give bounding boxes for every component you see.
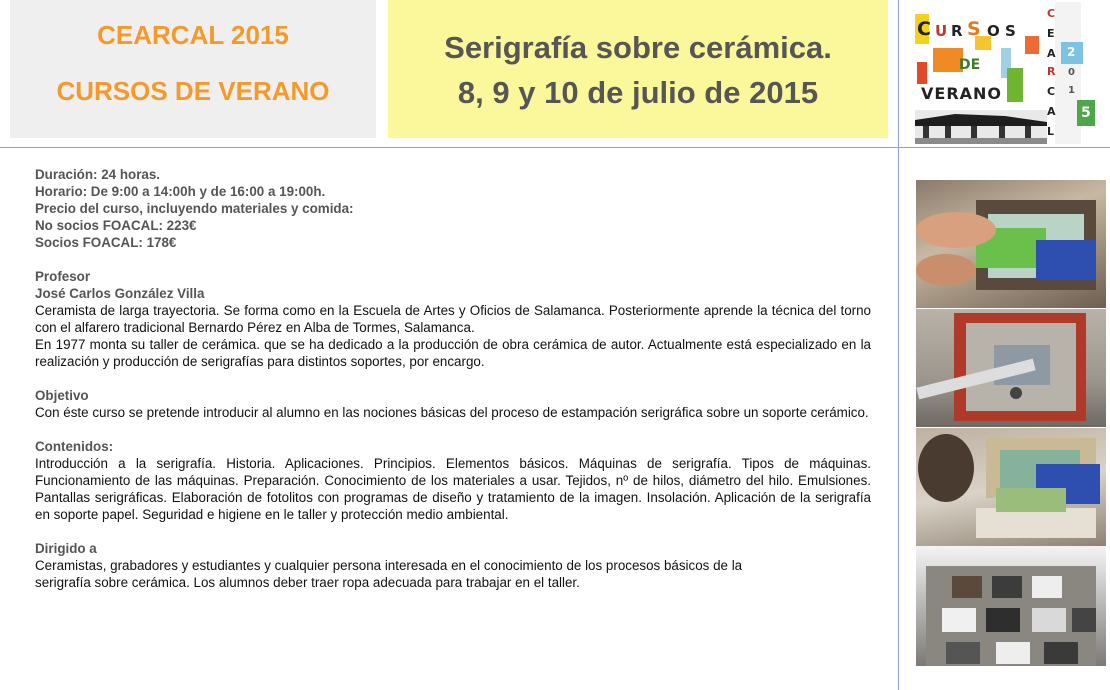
logo-word-de: DE (959, 57, 981, 73)
contenidos-section (35, 438, 871, 523)
logo-digit: 0 (1068, 67, 1075, 78)
price-title: Precio del curso, incluyendo materiales y comida: (35, 201, 354, 216)
course-details (35, 166, 871, 591)
header-divider (0, 147, 1110, 148)
logo-letter: C (917, 18, 931, 40)
logo-letter: R (951, 22, 963, 40)
logo-letter: R (1047, 65, 1056, 78)
profesor-heading: Profesor (35, 269, 91, 284)
objetivo-text: Con éste curso se pretende introducir al alumno en las nociones básicas del proceso de estampación serigráfica sobre un soporte cerámico. (35, 405, 869, 420)
logo-letter: U (935, 22, 948, 40)
building-photo (915, 110, 1047, 144)
price-members: Socios FOACAL: 178€ (35, 235, 177, 250)
workshop-photo-4 (916, 546, 1106, 666)
dirigido-line-2: serigrafía sobre cerámica. Los alumnos deber traer ropa adecuada para trabajar en el taller. (35, 575, 580, 590)
logo-letter: C (1047, 85, 1056, 98)
profesor-name: José Carlos González Villa (35, 286, 205, 301)
logo-digit: 5 (1081, 105, 1091, 121)
logo-letter: A (1047, 47, 1056, 60)
logo-letter: S (967, 18, 981, 40)
org-subtitle: CURSOS DE VERANO (56, 76, 330, 106)
logo-digit: 1 (1068, 85, 1075, 96)
org-name: CEARCAL 2015 (97, 20, 289, 50)
column-divider (898, 0, 899, 690)
logo-word-verano: VERANO (921, 84, 1003, 103)
logo-letter: L (1047, 125, 1055, 138)
duration: Duración: 24 horas. (35, 167, 161, 182)
objetivo-heading: Objetivo (35, 388, 89, 403)
contenidos-text: Introducción a la serigrafía. Historia. Aplicaciones. Principios. Elementos básicos. Máquinas de serigrafía. Tipos de máquinas. Funcionamiento de las máquinas. Preparación. Conocimiento de los materiales a usar. Tejidos, nº de hilos, diámetro del hilo. Emulsiones. Pantallas serigráficas. Elaboración de fotolitos con programas de diseño y tratamiento de la imagen. Insolación. Aplicación de la serigrafía en soporte papel. Seguridad e higiene en le taller y protección medio ambiental. (35, 456, 871, 522)
schedule: Horario: De 9:00 a 14:00h y de 16:00 a 19:00h. (35, 184, 326, 199)
objetivo-section (35, 387, 871, 421)
profesor-section (35, 268, 871, 370)
price-non-members: No socios FOACAL: 223€ (35, 218, 197, 233)
logo-letter: E (1047, 27, 1055, 40)
workshop-photo-3 (916, 428, 1106, 546)
logo-letter: A (1047, 105, 1056, 118)
profesor-bio-2: En 1977 monta su taller de cerámica. que se ha dedicado a la producción de obra cerámica de autor. Actualmente está especializado en la realización y producción de serigrafías para distintos soportes, por encargo. (35, 337, 871, 369)
contenidos-heading: Contenidos: (35, 439, 114, 454)
course-info (35, 166, 871, 251)
logo-letter: O (987, 22, 1000, 40)
dirigido-heading: Dirigido a (35, 541, 97, 556)
course-title: Serigrafía sobre cerámica. (444, 30, 832, 65)
cursos-de-verano-logo (915, 2, 1095, 144)
logo-letter: S (1005, 22, 1016, 40)
dirigido-section (35, 540, 871, 591)
workshop-photo-2 (916, 309, 1106, 427)
logo-letter: C (1047, 7, 1056, 20)
profesor-bio-1: Ceramista de larga trayectoria. Se forma como en la Escuela de Artes y Oficios de Salamanca. Posteriormente aprende la técnica del torno con el alfarero tradicional Bernardo Pérez en Alba de Tormes, Salamanca. (35, 303, 871, 335)
header-org-box (10, 0, 376, 138)
header-title-box (388, 0, 888, 138)
course-dates: 8, 9 y 10 de julio de 2015 (457, 75, 819, 110)
workshop-photo-1 (916, 180, 1106, 308)
logo-digit: 2 (1067, 45, 1076, 59)
dirigido-line-1: Ceramistas, grabadores y estudiantes y cualquier persona interesada en el conocimiento de los procesos básicos de la (35, 558, 743, 573)
